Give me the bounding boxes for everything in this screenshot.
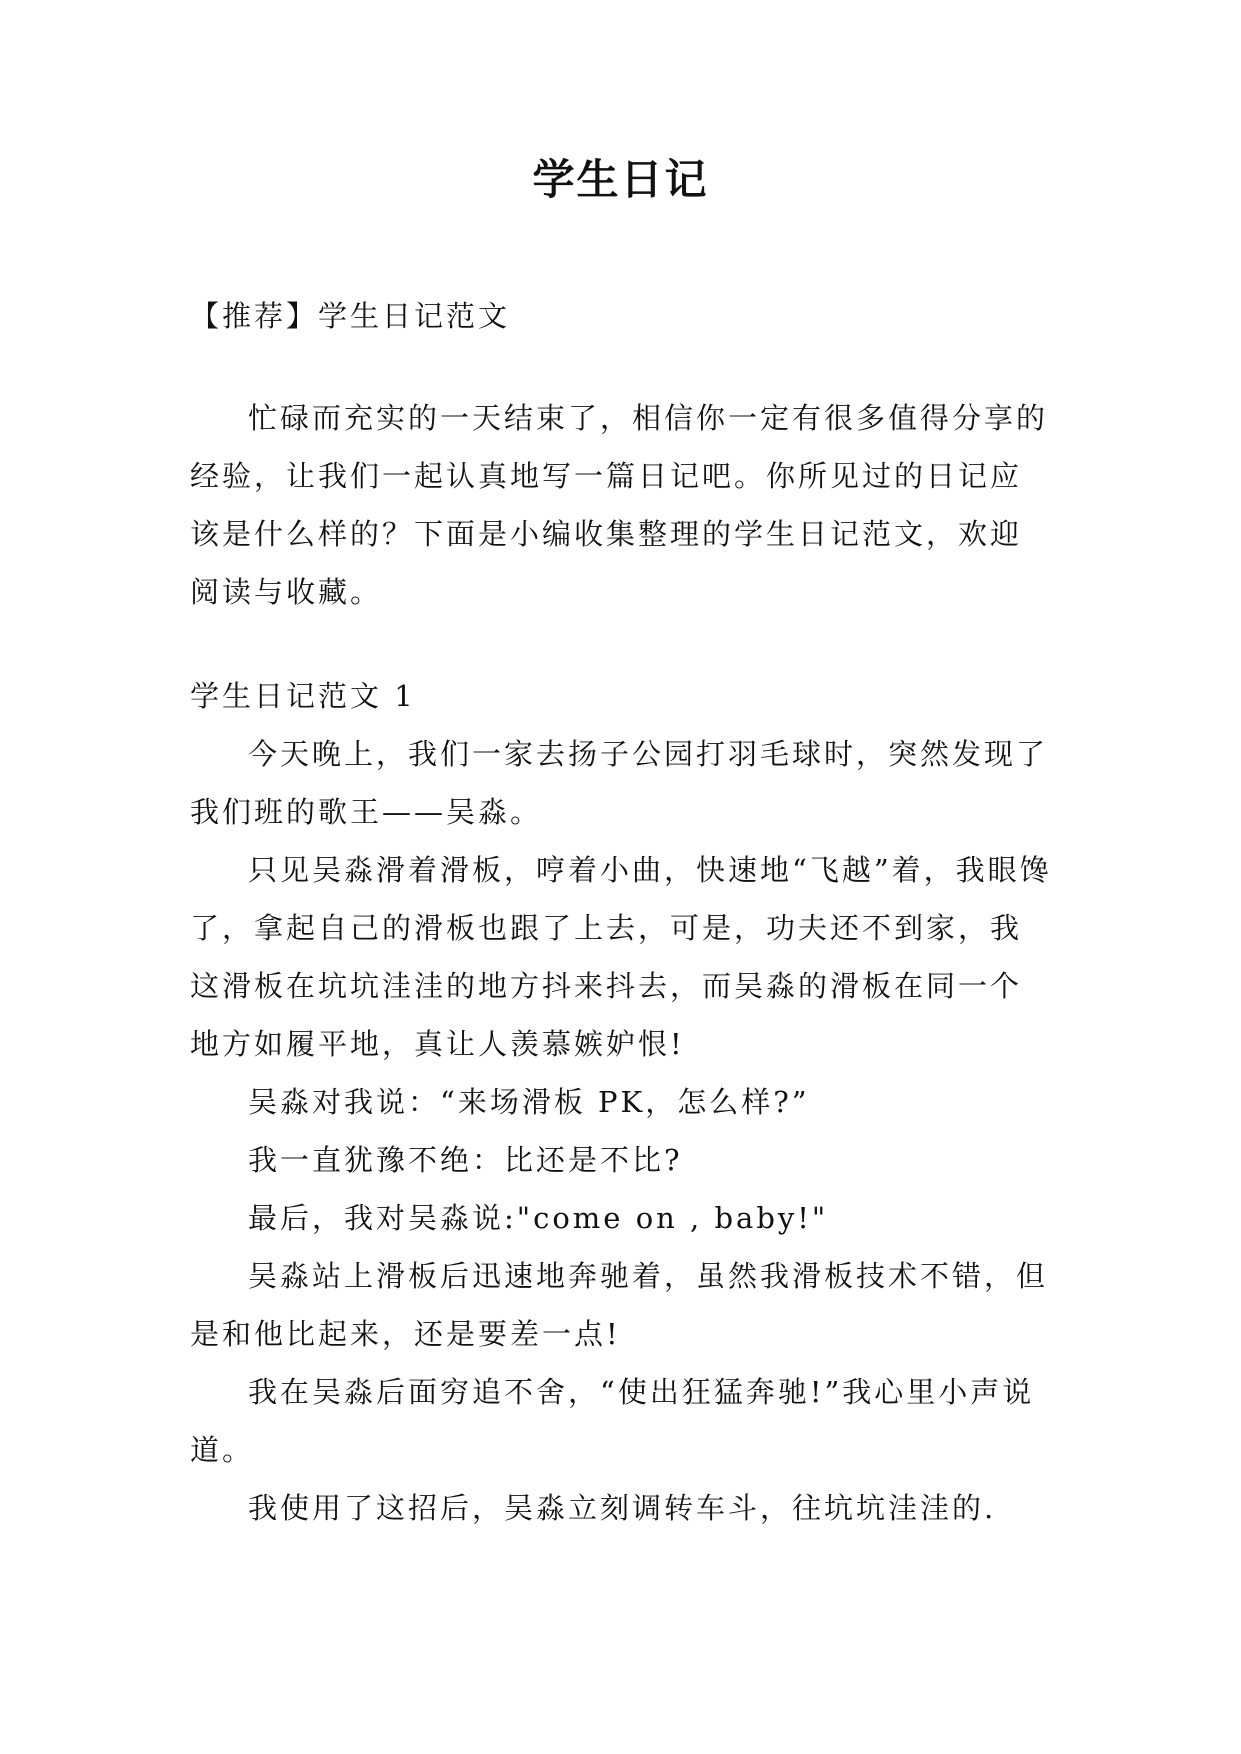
document-title: 学生日记 bbox=[532, 155, 709, 204]
body-paragraph: 我在吴淼后面穷追不舍，“使出狂猛奔驰!”我心里小声说道。 bbox=[190, 1375, 1035, 1467]
body-paragraph: 我使用了这招后，吴淼立刻调转车斗，往坑坑洼洼的. bbox=[248, 1491, 997, 1525]
body-paragraph: 只见吴淼滑着滑板，哼着小曲，快速地“飞越”着，我眼馋了，拿起自己的滑板也跟了上去，可是，功夫还不到家，我这滑板在坑坑洼洼的地方抖来抖去，而吴淼的滑板在同一个地方如履平地，真让人羡慕嫉妒恨! bbox=[190, 853, 1052, 1061]
section-heading: 学生日记范文 1 bbox=[190, 679, 416, 713]
document-body bbox=[190, 287, 1052, 1537]
body-paragraph: 吴淼对我说：“来场滑板 PK，怎么样?” bbox=[248, 1085, 810, 1119]
body-paragraph: 吴淼站上滑板后迅速地奔驰着，虽然我滑板技术不错，但是和他比起来，还是要差一点! bbox=[190, 1259, 1049, 1351]
body-paragraph: 今天晚上，我们一家去扬子公园打羽毛球时，突然发现了我们班的歌王——吴淼。 bbox=[190, 737, 1049, 829]
recommend-heading: 【推荐】学生日记范文 bbox=[190, 299, 511, 333]
body-paragraph: 最后，我对吴淼说:"come on , baby!" bbox=[248, 1201, 829, 1235]
intro-paragraph: 忙碌而充实的一天结束了，相信你一定有很多值得分享的经验，让我们一起认真地写一篇日记吧。你所见过的日记应该是什么样的？下面是小编收集整理的学生日记范文，欢迎阅读与收藏。 bbox=[190, 401, 1049, 609]
body-paragraph: 我一直犹豫不绝：比还是不比? bbox=[248, 1143, 683, 1177]
